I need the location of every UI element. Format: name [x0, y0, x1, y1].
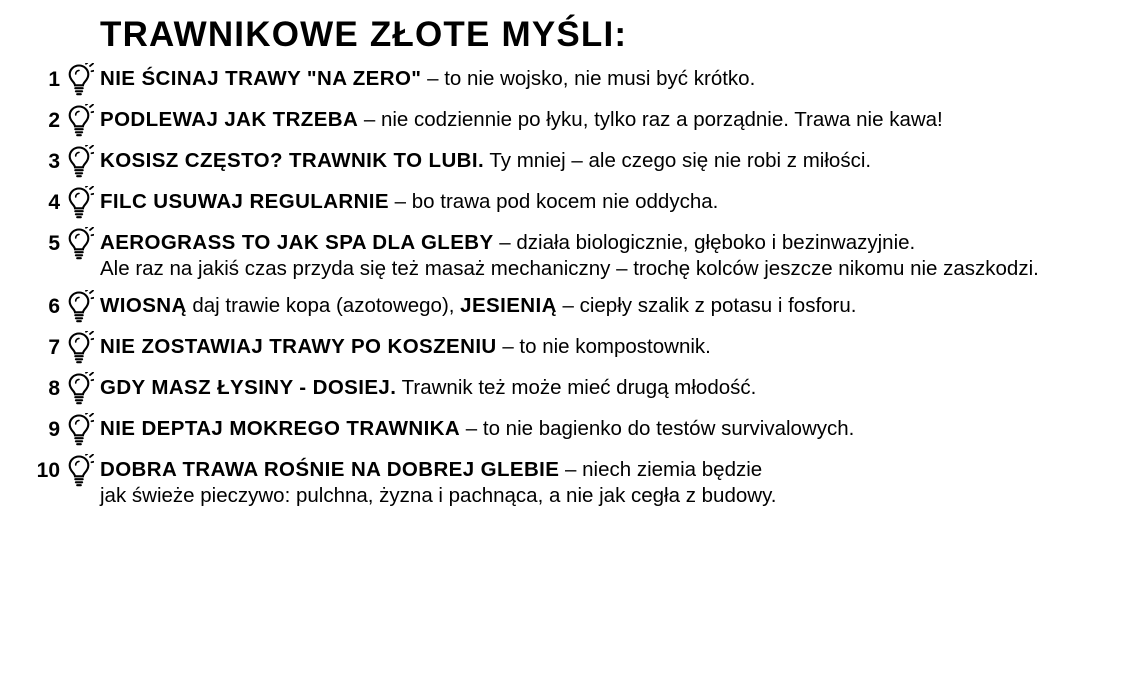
list-item-bold: PODLEWAJ JAK TRZEBA: [100, 107, 359, 131]
list-item-rest: Trawnik też może mieć drugą młodość.: [396, 375, 757, 399]
list-item-rest: – nie codziennie po łyku, tylko raz a porządnie. Trawa nie kawa!: [358, 107, 943, 131]
list-item-bold: GDY MASZ ŁYSINY - DOSIEJ.: [100, 375, 397, 399]
list-item-bold: NIE DEPTAJ MOKREGO TRAWNIKA: [100, 416, 461, 440]
list-item-rest: – niech ziemia będzie: [559, 457, 763, 481]
lightbulb-icon: [62, 371, 96, 406]
list-item-bold2: JESIENIĄ: [460, 293, 557, 317]
lightbulb-icon: [62, 226, 96, 261]
list-item-text: [96, 289, 856, 320]
list-item-rest: – to nie wojsko, nie musi być krótko.: [421, 66, 756, 90]
list-item-rest: daj trawie kopa (azotowego),: [186, 293, 461, 317]
list-item-bold: AEROGRASS TO JAK SPA DLA GLEBY: [100, 230, 494, 254]
list-item-number: 1: [48, 67, 60, 91]
list-item-number: 9: [48, 417, 60, 441]
lightbulb-icon: [62, 453, 96, 488]
list-item-text: [96, 185, 718, 216]
lightbulb-icon: [62, 330, 96, 365]
list-item-text: [96, 103, 943, 134]
page-title: TRAWNIKOWE ZŁOTE MYŚLI:: [100, 15, 628, 54]
list-item-bold: DOBRA TRAWA ROŚNIE NA DOBREJ GLEBIE: [100, 457, 560, 481]
list-item-text: [96, 371, 756, 402]
list-item-text: [96, 144, 871, 175]
list-item-number: 6: [48, 294, 60, 318]
list-item-5: [14, 223, 1124, 286]
list-item-6: [14, 286, 1124, 327]
list-item-bold: NIE ZOSTAWIAJ TRAWY PO KOSZENIU: [100, 334, 497, 358]
lightbulb-icon: [62, 289, 96, 324]
list-item-number: 8: [48, 376, 60, 400]
list-item-rest2: – ciepły szalik z potasu i fosforu.: [556, 293, 857, 317]
list-item-number: 2: [48, 108, 60, 132]
list-item-7: [14, 327, 1124, 368]
list-item-number: 7: [48, 335, 60, 359]
list-item-2: [14, 100, 1124, 141]
list-item-number: 5: [48, 231, 60, 255]
list-item-bold: NIE ŚCINAJ TRAWY "NA ZERO": [100, 66, 422, 90]
list-item-number: 4: [48, 190, 60, 214]
list-item-text: [96, 226, 1039, 283]
list-item-1: [14, 59, 1124, 100]
list-item-bold: WIOSNĄ: [100, 293, 187, 317]
tips-list: [14, 59, 1124, 514]
lightbulb-icon: [62, 103, 96, 138]
lightbulb-icon: [62, 62, 96, 97]
list-item-bold: FILC USUWAJ REGULARNIE: [100, 189, 389, 213]
list-item-rest: – bo trawa pod kocem nie oddycha.: [388, 189, 719, 213]
list-item-second-line: Ale raz na jakiś czas przyda się też masaż mechaniczny – trochę kolców jeszcze nikomu nie zaszkodzi.: [100, 257, 1039, 281]
list-item-rest: – działa biologicznie, głęboko i bezinwazyjnie.: [493, 230, 916, 254]
list-item-text: [96, 412, 854, 443]
lightbulb-icon: [62, 144, 96, 179]
list-item-9: [14, 409, 1124, 450]
list-item-text: [96, 330, 711, 361]
lightbulb-icon: [62, 412, 96, 447]
list-item-rest: – to nie bagienko do testów survivalowych.: [460, 416, 855, 440]
list-item-4: [14, 182, 1124, 223]
list-item-10: [14, 450, 1124, 513]
list-item-3: [14, 141, 1124, 182]
list-item-rest: – to nie kompostownik.: [496, 334, 711, 358]
list-item-rest: Ty mniej – ale czego się nie robi z miłości.: [484, 148, 872, 172]
list-item-number: 10: [36, 458, 60, 482]
list-item-bold: KOSISZ CZĘSTO? TRAWNIK TO LUBI.: [100, 148, 485, 172]
list-item-8: [14, 368, 1124, 409]
list-item-text: [96, 62, 755, 93]
list-item-text: [96, 453, 777, 510]
list-item-second-line: jak świeże pieczywo: pulchna, żyzna i pachnąca, a nie jak cegła z budowy.: [100, 484, 777, 508]
lightbulb-icon: [62, 185, 96, 220]
list-item-number: 3: [48, 149, 60, 173]
